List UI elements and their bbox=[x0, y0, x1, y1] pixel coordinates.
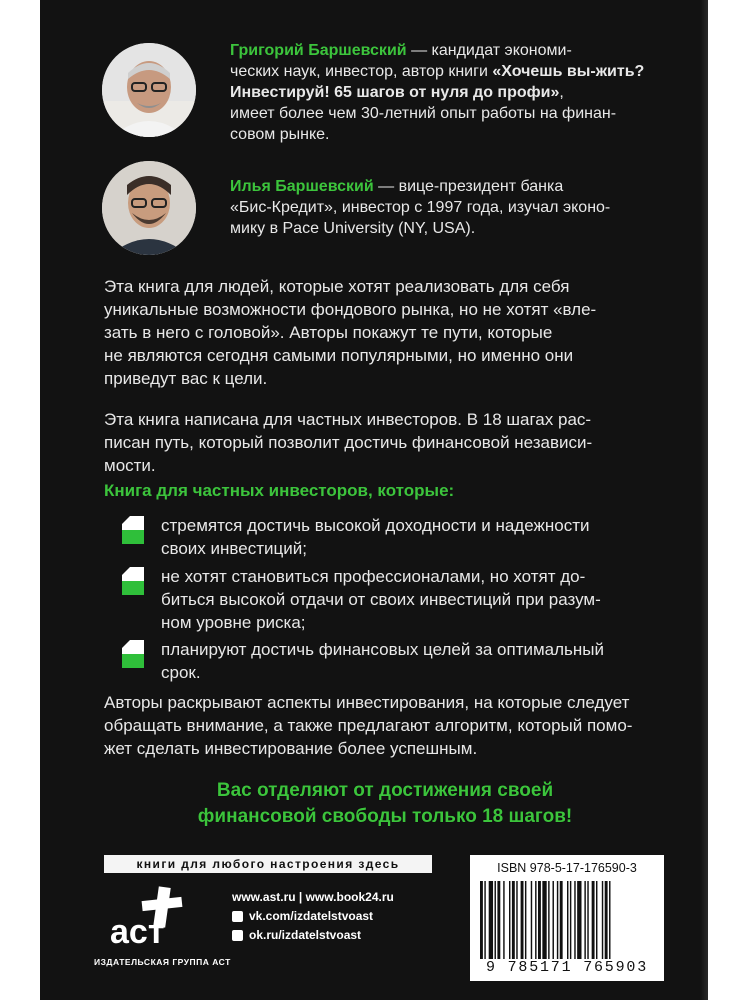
description-paragraph-3: Авторы раскрывают аспекты инвестирования, на которые следует обращать внимание, а также предлагают алгоритм, который помо- жет сделать инвестирование более успешным. bbox=[104, 693, 633, 758]
barcode-bars bbox=[480, 881, 656, 959]
author-photo-ilya bbox=[102, 161, 196, 255]
call-to-action: Вас отделяют от достижения своей финансовой свободы только 18 шагов! bbox=[197, 780, 573, 827]
author-photo-grigory bbox=[102, 43, 196, 137]
ok-link[interactable]: ok.ru/izdatelstvoast bbox=[249, 928, 362, 942]
ok-icon bbox=[232, 930, 243, 941]
publisher-caption: ИЗДАТЕЛЬСКАЯ ГРУППА АСТ bbox=[94, 957, 231, 967]
ast-logo bbox=[108, 885, 198, 955]
logo-text: аст bbox=[110, 913, 165, 951]
description-paragraph-2: Эта книга написана для частных инвесторов. В 18 шагах рас- писан путь, который позволит достичь финансовой независи- мости. bbox=[104, 410, 593, 475]
description-paragraph-1: Эта книга для людей, которые хотят реализовать для себя уникальные возможности фондового рынка, но не хотят «вле- зать в него с головой». Авторы покажут те пути, которые не являются сегодня самыми популярными, но именно они приведут вас к цели. bbox=[104, 277, 597, 388]
bullet-marker-icon bbox=[122, 640, 144, 668]
barcode-digits: 9 785171 765903 bbox=[485, 959, 649, 976]
audience-list-heading: Книга для частных инвесторов, которые: bbox=[104, 481, 455, 500]
author-bio-grigory: Григорий Баршевский — кандидат экономи- ческих наук, инвестор, автор книги «Хочешь вы-жить? Инвестируй! 65 шагов от нуля до профи», имеет более чем 30-летний опыт работы на финан- совом рынке. bbox=[230, 42, 645, 143]
author-name: Григорий Баршевский bbox=[230, 42, 407, 59]
isbn-number: ISBN 978-5-17-176590-3 bbox=[497, 861, 637, 875]
isbn-barcode bbox=[470, 855, 664, 981]
author-name: Илья Баршевский bbox=[230, 178, 374, 195]
vk-link[interactable]: vk.com/izdatelstvoast bbox=[249, 909, 374, 923]
publisher-links bbox=[232, 888, 394, 945]
publisher-sites-link[interactable]: www.ast.ru | www.book24.ru bbox=[232, 890, 394, 904]
author-block-2 bbox=[60, 158, 660, 268]
bullet-marker-icon bbox=[122, 567, 144, 595]
book-title-ref: «Хочешь вы-жить? Инвестируй! 65 шагов от нуля до профи» bbox=[230, 63, 645, 101]
author-block-1 bbox=[60, 40, 660, 150]
author-bio-ilya: Илья Баршевский — вице-президент банка «Бис-Кредит», инвестор с 1997 года, изучал эконо- мику в Pace University (NY, USA). bbox=[230, 178, 611, 237]
bullet-marker-icon bbox=[122, 516, 144, 544]
publisher-slogan-stripe: книги для любого настроения здесь bbox=[104, 855, 432, 873]
vk-icon bbox=[232, 911, 243, 922]
cover-edge bbox=[700, 0, 708, 1000]
